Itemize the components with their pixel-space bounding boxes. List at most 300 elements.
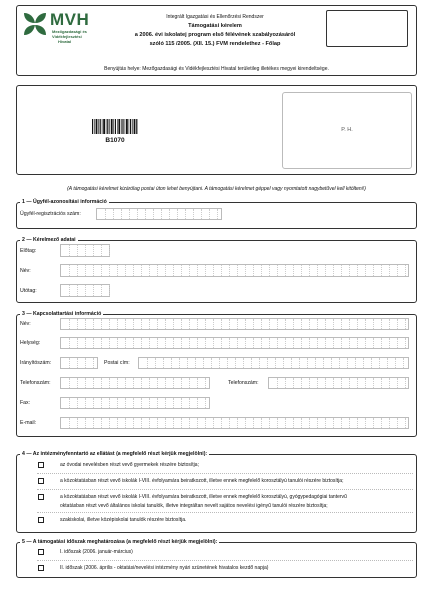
field-cell-divider	[109, 245, 110, 256]
field-cell-divider	[165, 378, 166, 388]
field-cell-divider	[293, 338, 294, 348]
field-cell-divider	[149, 418, 150, 428]
field-cell-divider	[269, 265, 270, 276]
field-cell-divider	[341, 319, 342, 329]
field-cell-divider	[161, 209, 162, 219]
field-cell-divider	[69, 338, 70, 348]
field-cell-divider	[389, 418, 390, 428]
field-cell-divider	[301, 265, 302, 276]
contact-name-field[interactable]	[60, 318, 409, 330]
field-cell-divider	[293, 265, 294, 276]
field-cell-divider	[229, 265, 230, 276]
field-cell-divider	[213, 319, 214, 329]
field-cell-divider	[197, 319, 198, 329]
form-title-1: Támogatási kérelem	[188, 23, 242, 29]
field-cell-divider	[277, 378, 278, 388]
field-cell-divider	[317, 338, 318, 348]
field-cell-divider	[325, 418, 326, 428]
field-cell-divider	[379, 358, 380, 368]
option-secondary-school: szakiskolai, illetve középiskolai tanulók részére biztosítja.	[60, 517, 187, 523]
email-field[interactable]	[60, 417, 409, 429]
field-cell-divider	[397, 265, 398, 276]
field-cell-divider	[349, 338, 350, 348]
field-cell-divider	[195, 358, 196, 368]
field-cell-divider	[317, 265, 318, 276]
field-cell-divider	[237, 265, 238, 276]
field-cell-divider	[277, 338, 278, 348]
field-cell-divider	[357, 338, 358, 348]
zip-field[interactable]	[60, 357, 98, 369]
field-cell-divider	[261, 418, 262, 428]
logo-text: MVH	[50, 10, 90, 29]
field-cell-divider	[77, 378, 78, 388]
field-cell-divider	[389, 378, 390, 388]
field-cell-divider	[333, 319, 334, 329]
field-cell-divider	[181, 378, 182, 388]
field-cell-divider	[181, 398, 182, 408]
field-cell-divider	[277, 418, 278, 428]
field-cell-divider	[77, 418, 78, 428]
field-cell-divider	[261, 265, 262, 276]
checkbox-kindergarten[interactable]	[38, 462, 44, 468]
field-cell-divider	[117, 319, 118, 329]
field-cell-divider	[325, 319, 326, 329]
field-cell-divider	[189, 418, 190, 428]
option-primary-school: a közoktatásban részt vevő iskolák I-VIII. évfolyamára beiratkozott, illetve ennek megfelelő korosztályú tanulói részére biztosítja;	[60, 478, 344, 484]
field-cell-divider	[141, 378, 142, 388]
field-cell-divider	[85, 418, 86, 428]
field-cell-divider	[117, 265, 118, 276]
field-cell-divider	[309, 319, 310, 329]
field-cell-divider	[165, 319, 166, 329]
field-cell-divider	[389, 319, 390, 329]
field-cell-divider	[181, 418, 182, 428]
field-cell-divider	[387, 358, 388, 368]
field-cell-divider	[149, 398, 150, 408]
field-cell-divider	[165, 338, 166, 348]
field-cell-divider	[125, 378, 126, 388]
field-cell-divider	[177, 209, 178, 219]
field-cell-divider	[69, 418, 70, 428]
field-cell-divider	[309, 378, 310, 388]
field-cell-divider	[77, 398, 78, 408]
field-cell-divider	[189, 398, 190, 408]
field-cell-divider	[253, 265, 254, 276]
field-cell-divider	[213, 418, 214, 428]
field-cell-divider	[301, 418, 302, 428]
field-cell-divider	[293, 378, 294, 388]
field-cell-divider	[205, 265, 206, 276]
suffix-label: Utótag:	[20, 288, 37, 294]
option-special-education-line2: oktatásban részt vevő általános iskolai tanulók, illetve integráltan nevelt sajátos nevelési igényű tanulói részére biztosítja;	[60, 503, 328, 509]
field-cell-divider	[269, 319, 270, 329]
field-cell-divider	[129, 209, 130, 219]
field-cell-divider	[85, 398, 86, 408]
field-cell-divider	[85, 378, 86, 388]
field-cell-divider	[357, 319, 358, 329]
section-5-title: 5 — A támogatási időszak meghatározása (a megfelelő részt kérjük megjelölni):	[22, 539, 218, 545]
checkbox-special-education[interactable]	[38, 494, 44, 500]
field-cell-divider	[189, 265, 190, 276]
field-cell-divider	[219, 358, 220, 368]
field-cell-divider	[125, 418, 126, 428]
field-cell-divider	[261, 319, 262, 329]
field-cell-divider	[285, 265, 286, 276]
field-cell-divider	[397, 319, 398, 329]
field-cell-divider	[85, 245, 86, 256]
field-cell-divider	[341, 418, 342, 428]
phone-field[interactable]	[60, 377, 210, 389]
checkbox-period-1[interactable]	[38, 549, 44, 555]
field-cell-divider	[125, 265, 126, 276]
field-cell-divider	[365, 418, 366, 428]
field-cell-divider	[133, 418, 134, 428]
field-cell-divider	[69, 245, 70, 256]
field-cell-divider	[93, 358, 94, 368]
field-cell-divider	[301, 378, 302, 388]
field-cell-divider	[373, 418, 374, 428]
field-cell-divider	[205, 319, 206, 329]
city-field[interactable]	[60, 337, 409, 349]
field-cell-divider	[187, 358, 188, 368]
field-cell-divider	[363, 358, 364, 368]
field-cell-divider	[157, 338, 158, 348]
field-cell-divider	[157, 378, 158, 388]
field-cell-divider	[355, 358, 356, 368]
pobox-label: Postai cím:	[104, 360, 130, 366]
field-cell-divider	[373, 338, 374, 348]
field-cell-divider	[137, 209, 138, 219]
field-cell-divider	[405, 378, 406, 388]
checkbox-period-2[interactable]	[38, 565, 44, 571]
name-field[interactable]	[60, 264, 409, 277]
field-cell-divider	[357, 378, 358, 388]
field-cell-divider	[261, 338, 262, 348]
field-cell-divider	[325, 378, 326, 388]
field-cell-divider	[221, 265, 222, 276]
field-cell-divider	[147, 358, 148, 368]
field-cell-divider	[277, 319, 278, 329]
field-cell-divider	[317, 378, 318, 388]
field-cell-divider	[285, 418, 286, 428]
field-cell-divider	[77, 245, 78, 256]
field-cell-divider	[93, 398, 94, 408]
field-cell-divider	[163, 358, 164, 368]
field-cell-divider	[173, 265, 174, 276]
field-cell-divider	[373, 378, 374, 388]
field-cell-divider	[299, 358, 300, 368]
field-cell-divider	[381, 319, 382, 329]
contact-name-label: Név:	[20, 321, 31, 327]
field-cell-divider	[277, 265, 278, 276]
field-cell-divider	[237, 319, 238, 329]
field-cell-divider	[101, 378, 102, 388]
field-cell-divider	[109, 398, 110, 408]
field-cell-divider	[245, 418, 246, 428]
field-cell-divider	[141, 398, 142, 408]
field-cell-divider	[109, 418, 110, 428]
field-cell-divider	[221, 319, 222, 329]
field-cell-divider	[243, 358, 244, 368]
field-cell-divider	[229, 418, 230, 428]
field-cell-divider	[109, 319, 110, 329]
field-cell-divider	[245, 319, 246, 329]
option-period-2: II. időszak (2006. április - oktatási/nevelési intézmény nyári szünetének hivatalos kezdő napja)	[60, 565, 269, 571]
field-cell-divider	[157, 319, 158, 329]
field-cell-divider	[173, 418, 174, 428]
field-cell-divider	[133, 338, 134, 348]
field-cell-divider	[181, 265, 182, 276]
field-cell-divider	[101, 398, 102, 408]
field-cell-divider	[333, 378, 334, 388]
fax-field[interactable]	[60, 397, 210, 409]
field-cell-divider	[333, 338, 334, 348]
field-cell-divider	[101, 245, 102, 256]
fax-label: Fax:	[20, 400, 31, 406]
field-cell-divider	[403, 358, 404, 368]
field-cell-divider	[117, 338, 118, 348]
field-cell-divider	[77, 285, 78, 296]
phone2-label: Telefonszám:	[228, 380, 259, 386]
field-cell-divider	[173, 398, 174, 408]
field-cell-divider	[285, 378, 286, 388]
field-cell-divider	[237, 338, 238, 348]
header-stamp-field[interactable]	[326, 10, 408, 47]
field-cell-divider	[109, 285, 110, 296]
checkbox-primary-school[interactable]	[38, 478, 44, 484]
field-cell-divider	[149, 265, 150, 276]
field-cell-divider	[141, 338, 142, 348]
field-cell-divider	[405, 265, 406, 276]
field-cell-divider	[85, 285, 86, 296]
field-cell-divider	[285, 338, 286, 348]
prefix-field[interactable]	[60, 244, 110, 257]
field-cell-divider	[211, 358, 212, 368]
field-cell-divider	[193, 209, 194, 219]
pobox-field[interactable]	[138, 357, 409, 369]
prefix-label: Előtag:	[20, 248, 37, 254]
field-cell-divider	[189, 338, 190, 348]
field-cell-divider	[325, 338, 326, 348]
field-cell-divider	[293, 418, 294, 428]
field-cell-divider	[93, 245, 94, 256]
field-cell-divider	[373, 319, 374, 329]
logo-subtitle-1: Mezőgazdasági és	[52, 29, 87, 34]
field-cell-divider	[365, 338, 366, 348]
client-id-field[interactable]	[96, 208, 222, 220]
field-cell-divider	[371, 358, 372, 368]
field-cell-divider	[171, 358, 172, 368]
field-cell-divider	[117, 378, 118, 388]
field-cell-divider	[269, 338, 270, 348]
field-cell-divider	[213, 265, 214, 276]
field-cell-divider	[85, 265, 86, 276]
form-title-3: szóló 115 /2005. (XII. 15.) FVM rendelethez - Főlap	[149, 41, 281, 47]
field-cell-divider	[69, 358, 70, 368]
field-cell-divider	[133, 265, 134, 276]
field-cell-divider	[331, 358, 332, 368]
field-cell-divider	[189, 378, 190, 388]
field-cell-divider	[205, 398, 206, 408]
field-cell-divider	[349, 418, 350, 428]
field-cell-divider	[169, 209, 170, 219]
field-cell-divider	[197, 398, 198, 408]
field-cell-divider	[301, 338, 302, 348]
field-cell-divider	[315, 358, 316, 368]
field-cell-divider	[173, 319, 174, 329]
field-cell-divider	[77, 338, 78, 348]
field-cell-divider	[145, 209, 146, 219]
field-cell-divider	[341, 265, 342, 276]
field-cell-divider	[229, 338, 230, 348]
field-cell-divider	[357, 265, 358, 276]
field-cell-divider	[323, 358, 324, 368]
field-cell-divider	[317, 418, 318, 428]
field-cell-divider	[125, 398, 126, 408]
field-cell-divider	[307, 358, 308, 368]
field-cell-divider	[121, 209, 122, 219]
field-cell-divider	[395, 358, 396, 368]
field-cell-divider	[205, 418, 206, 428]
separator	[37, 473, 413, 474]
field-cell-divider	[125, 338, 126, 348]
field-cell-divider	[205, 378, 206, 388]
field-cell-divider	[381, 418, 382, 428]
field-cell-divider	[189, 319, 190, 329]
field-cell-divider	[117, 418, 118, 428]
field-cell-divider	[397, 378, 398, 388]
field-cell-divider	[69, 378, 70, 388]
field-cell-divider	[333, 418, 334, 428]
field-cell-divider	[309, 265, 310, 276]
field-cell-divider	[77, 265, 78, 276]
field-cell-divider	[181, 319, 182, 329]
field-cell-divider	[309, 338, 310, 348]
field-cell-divider	[269, 418, 270, 428]
submit-place: Benyújtás helye: Mezőgazdasági és Vidékfejlesztési Hivatal területileg illetékes megyei kirendeltsége.	[104, 66, 329, 72]
field-cell-divider	[153, 209, 154, 219]
client-id-label: Ügyfél-regisztrációs szám:	[20, 211, 81, 217]
barcode-icon	[92, 119, 138, 134]
field-cell-divider	[291, 358, 292, 368]
field-cell-divider	[181, 338, 182, 348]
separator	[37, 560, 413, 561]
field-cell-divider	[245, 338, 246, 348]
field-cell-divider	[93, 418, 94, 428]
email-label: E-mail:	[20, 420, 37, 426]
section-1-title: 1 — Ügyfél-azonosítási információ	[22, 199, 107, 205]
field-cell-divider	[267, 358, 268, 368]
checkbox-secondary-school[interactable]	[38, 517, 44, 523]
field-cell-divider	[381, 338, 382, 348]
field-cell-divider	[85, 358, 86, 368]
field-cell-divider	[235, 358, 236, 368]
field-cell-divider	[259, 358, 260, 368]
field-cell-divider	[197, 338, 198, 348]
field-cell-divider	[365, 319, 366, 329]
field-cell-divider	[93, 265, 94, 276]
field-cell-divider	[173, 338, 174, 348]
field-cell-divider	[85, 319, 86, 329]
stamp-label: P. H.	[341, 127, 353, 133]
separator	[37, 512, 413, 513]
field-cell-divider	[245, 265, 246, 276]
field-cell-divider	[341, 338, 342, 348]
section-4-title: 4 — Az intézményfenntartó az ellátást (a megfelelő részt kérjük megjelölni):	[22, 451, 208, 457]
field-cell-divider	[133, 398, 134, 408]
field-cell-divider	[405, 338, 406, 348]
field-cell-divider	[349, 319, 350, 329]
field-cell-divider	[69, 265, 70, 276]
option-special-education-line1: a közoktatásban részt vevő iskolák I-VIII. évfolyamára beiratkozott, illetve ennek megfelelő korosztályú, gyógypedagógiai tantervű	[60, 494, 347, 500]
field-cell-divider	[165, 265, 166, 276]
logo-subtitle-2: Vidékfejlesztési	[52, 34, 82, 39]
field-cell-divider	[155, 358, 156, 368]
field-cell-divider	[317, 319, 318, 329]
field-cell-divider	[173, 378, 174, 388]
field-cell-divider	[69, 398, 70, 408]
field-cell-divider	[93, 285, 94, 296]
field-cell-divider	[349, 265, 350, 276]
field-cell-divider	[397, 418, 398, 428]
field-cell-divider	[203, 358, 204, 368]
field-cell-divider	[205, 338, 206, 348]
field-cell-divider	[217, 209, 218, 219]
field-cell-divider	[141, 418, 142, 428]
field-cell-divider	[157, 398, 158, 408]
field-cell-divider	[227, 358, 228, 368]
field-cell-divider	[389, 265, 390, 276]
field-cell-divider	[309, 418, 310, 428]
field-cell-divider	[251, 358, 252, 368]
field-cell-divider	[141, 265, 142, 276]
field-cell-divider	[133, 378, 134, 388]
option-kindergarten: az óvodai nevelésben részt vevő gyermekek részére biztosítja;	[60, 462, 199, 468]
field-cell-divider	[197, 418, 198, 428]
field-cell-divider	[365, 265, 366, 276]
field-cell-divider	[275, 358, 276, 368]
field-cell-divider	[229, 319, 230, 329]
field-cell-divider	[349, 378, 350, 388]
field-cell-divider	[101, 265, 102, 276]
field-cell-divider	[113, 209, 114, 219]
field-cell-divider	[381, 378, 382, 388]
field-cell-divider	[109, 338, 110, 348]
field-cell-divider	[157, 265, 158, 276]
mvh-logo-icon	[22, 11, 48, 37]
field-cell-divider	[149, 378, 150, 388]
field-cell-divider	[101, 418, 102, 428]
field-cell-divider	[405, 418, 406, 428]
field-cell-divider	[141, 319, 142, 329]
field-cell-divider	[373, 265, 374, 276]
field-cell-divider	[389, 338, 390, 348]
field-cell-divider	[69, 285, 70, 296]
phone2-field[interactable]	[268, 377, 409, 389]
field-cell-divider	[283, 358, 284, 368]
field-cell-divider	[77, 358, 78, 368]
field-cell-divider	[185, 209, 186, 219]
barcode-code: B1070	[105, 137, 125, 144]
suffix-field[interactable]	[60, 284, 110, 297]
field-cell-divider	[213, 338, 214, 348]
filling-notice: (A támogatási kérelmet kizárólag postai úton lehet benyújtani. A támogatási kérelmet géppel vagy nyomtatott nagybetűvel kell kitölteni!)	[67, 186, 366, 192]
field-cell-divider	[179, 358, 180, 368]
field-cell-divider	[165, 398, 166, 408]
field-cell-divider	[221, 338, 222, 348]
field-cell-divider	[133, 319, 134, 329]
field-cell-divider	[93, 378, 94, 388]
